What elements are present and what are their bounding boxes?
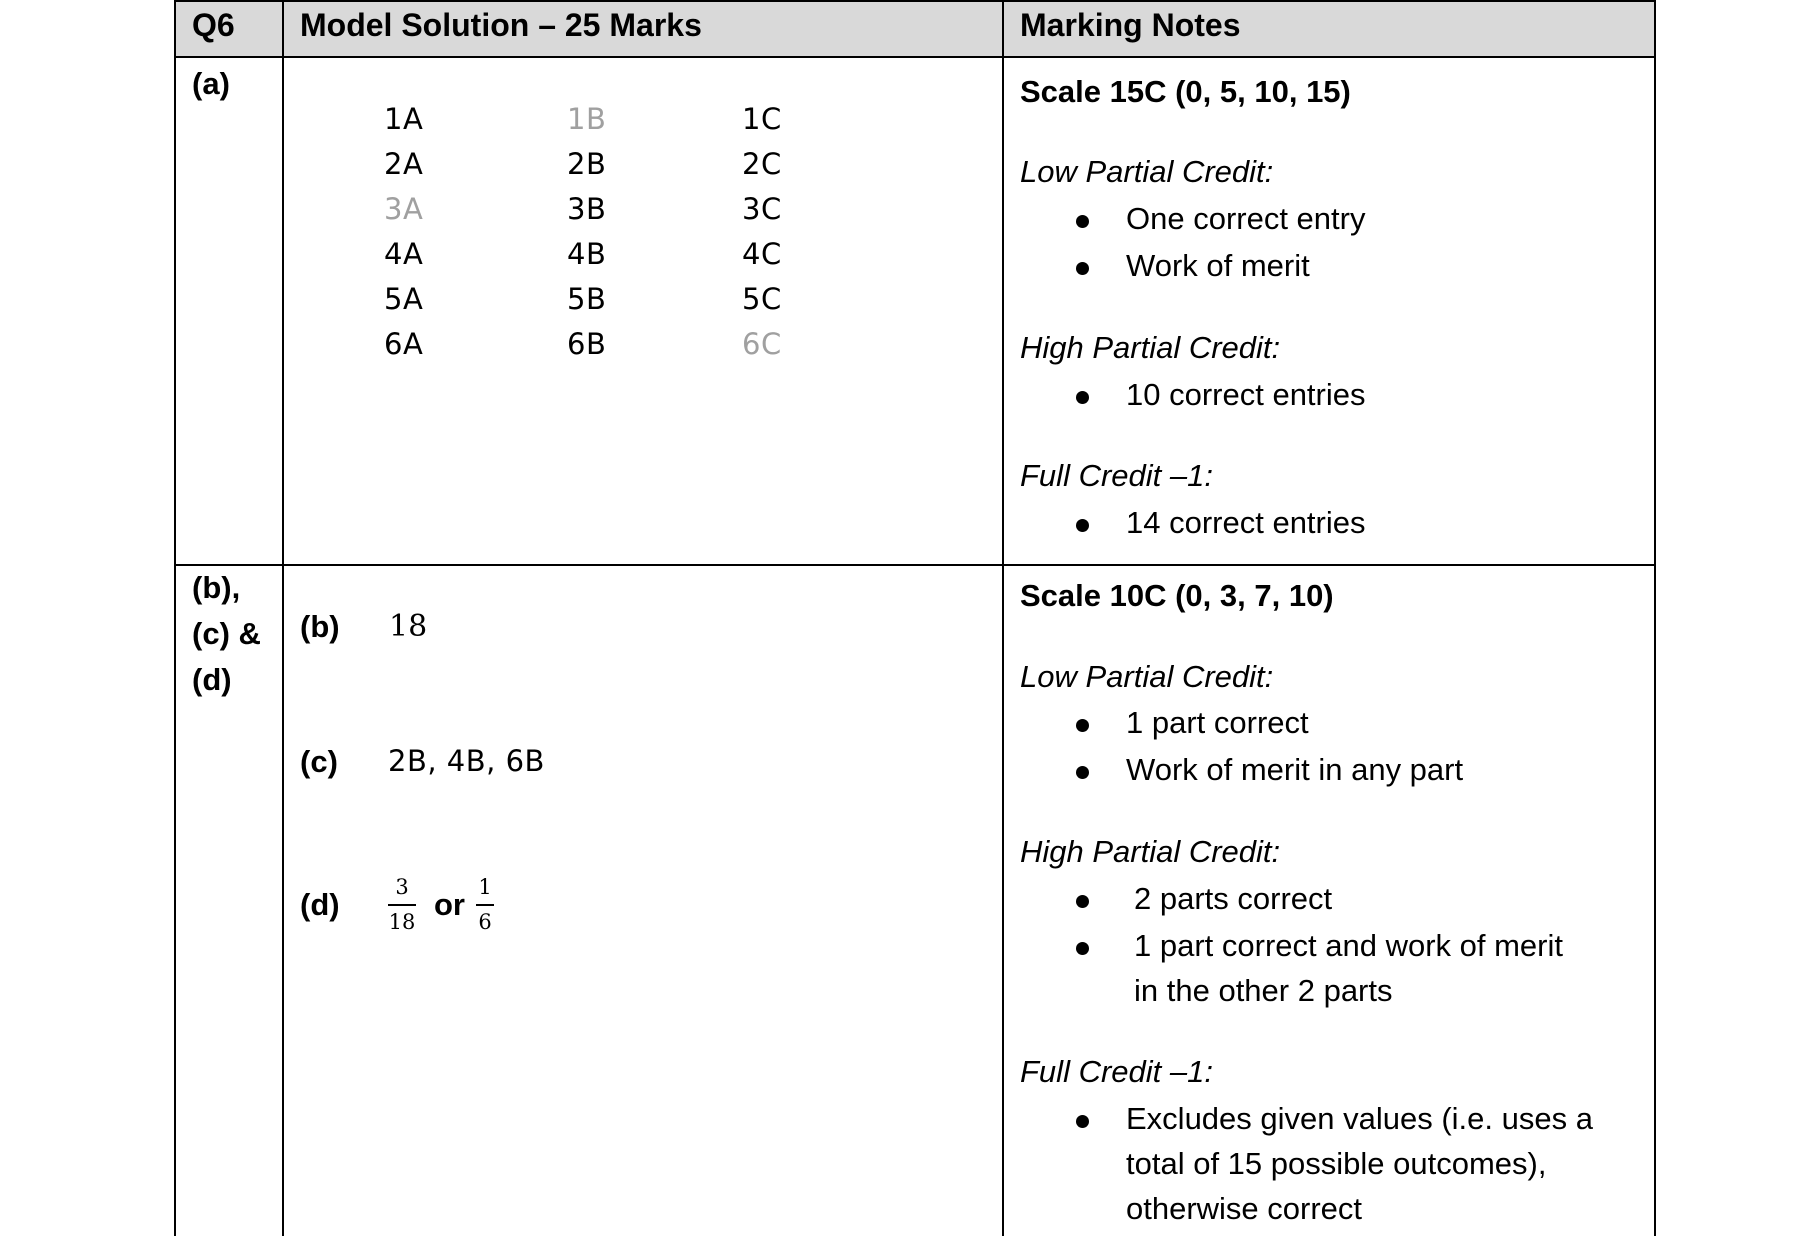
part-d-label: (d) — [300, 887, 340, 922]
part-a-low-item-2: Work of merit — [1126, 248, 1310, 283]
part-bcd-scale: Scale 10C (0, 3, 7, 10) — [1020, 578, 1334, 613]
fraction-numerator: 3 — [395, 875, 409, 899]
part-a-full-heading: Full Credit –1: — [1020, 458, 1213, 493]
bullet-icon — [1076, 215, 1089, 228]
grid-cell-5c: 5C — [742, 282, 782, 316]
header-model-solution: Model Solution – 25 Marks — [300, 7, 702, 43]
part-c-label: (c) — [300, 744, 338, 779]
bullet-icon — [1076, 719, 1089, 732]
column-divider-2 — [1002, 0, 1004, 1236]
bullet-icon — [1076, 942, 1089, 955]
part-a-low-heading: Low Partial Credit: — [1020, 154, 1274, 189]
part-bcd-low-item-2: Work of merit in any part — [1126, 752, 1464, 787]
grid-cell-1b: 1B — [567, 102, 607, 136]
part-a-high-heading: High Partial Credit: — [1020, 330, 1281, 365]
bullet-icon — [1076, 391, 1089, 404]
part-bcd-low-item-1: 1 part correct — [1126, 705, 1309, 740]
part-b-answer: 18 — [389, 609, 428, 644]
part-bcd-low-heading: Low Partial Credit: — [1020, 659, 1274, 694]
part-c-answer: 2B, 4B, 6B — [388, 744, 545, 778]
part-bcd-high-item-1: 2 parts correct — [1134, 881, 1333, 916]
header-question-label: Q6 — [192, 7, 235, 43]
grid-cell-4c: 4C — [742, 237, 782, 271]
grid-cell-3b: 3B — [567, 192, 607, 226]
fraction-one-sixth — [476, 877, 494, 933]
part-b-label: (b) — [300, 609, 340, 644]
grid-cell-1a: 1A — [384, 102, 424, 136]
fraction-bar — [476, 904, 494, 906]
grid-cell-6a: 6A — [384, 327, 424, 361]
header-marking-notes: Marking Notes — [1020, 7, 1241, 43]
part-a-scale: Scale 15C (0, 5, 10, 15) — [1020, 74, 1351, 109]
part-a-high-item-1: 10 correct entries — [1126, 377, 1366, 412]
grid-cell-3a: 3A — [384, 192, 424, 226]
header-divider — [176, 56, 1654, 58]
part-a-full-item-1: 14 correct entries — [1126, 505, 1366, 540]
grid-cell-2b: 2B — [567, 147, 607, 181]
grid-cell-3c: 3C — [742, 192, 782, 226]
bullet-icon — [1076, 519, 1089, 532]
grid-cell-2c: 2C — [742, 147, 782, 181]
bullet-icon — [1076, 262, 1089, 275]
part-bcd-full-heading: Full Credit –1: — [1020, 1054, 1213, 1089]
part-bcd-label-line-1: (b), — [192, 570, 241, 605]
fraction-bar — [388, 904, 416, 906]
part-a-label: (a) — [192, 66, 230, 101]
marking-scheme-table — [174, 0, 1656, 1236]
grid-cell-2a: 2A — [384, 147, 424, 181]
grid-cell-4b: 4B — [567, 237, 607, 271]
part-bcd-full-item-line-3: otherwise correct — [1126, 1191, 1363, 1226]
fraction-denominator: 6 — [478, 909, 492, 934]
grid-cell-6c: 6C — [742, 327, 782, 361]
bullet-icon — [1076, 1115, 1089, 1128]
part-bcd-label-line-3: (d) — [192, 662, 232, 697]
part-bcd-high-item-2-line-2: in the other 2 parts — [1134, 973, 1393, 1008]
fraction-denominator: 18 — [388, 909, 416, 934]
bullet-icon — [1076, 895, 1089, 908]
grid-cell-1c: 1C — [742, 102, 782, 136]
part-bcd-label-line-2: (c) & — [192, 616, 261, 651]
part-bcd-full-item-line-2: total of 15 possible outcomes), — [1126, 1146, 1547, 1181]
grid-cell-5a: 5A — [384, 282, 424, 316]
grid-cell-4a: 4A — [384, 237, 424, 271]
table-top-border — [176, 0, 1654, 2]
part-a-low-item-1: One correct entry — [1126, 201, 1366, 236]
column-divider-1 — [282, 0, 284, 1236]
part-bcd-full-item-line-1: Excludes given values (i.e. uses a — [1126, 1101, 1593, 1136]
bullet-icon — [1076, 766, 1089, 779]
part-d-or: or — [434, 887, 465, 922]
grid-cell-5b: 5B — [567, 282, 607, 316]
fraction-three-eighteenths — [388, 877, 416, 933]
fraction-numerator: 1 — [478, 875, 492, 899]
row-divider — [176, 564, 1654, 566]
part-bcd-high-heading: High Partial Credit: — [1020, 834, 1281, 869]
part-bcd-high-item-2-line-1: 1 part correct and work of merit — [1134, 928, 1563, 963]
grid-cell-6b: 6B — [567, 327, 607, 361]
